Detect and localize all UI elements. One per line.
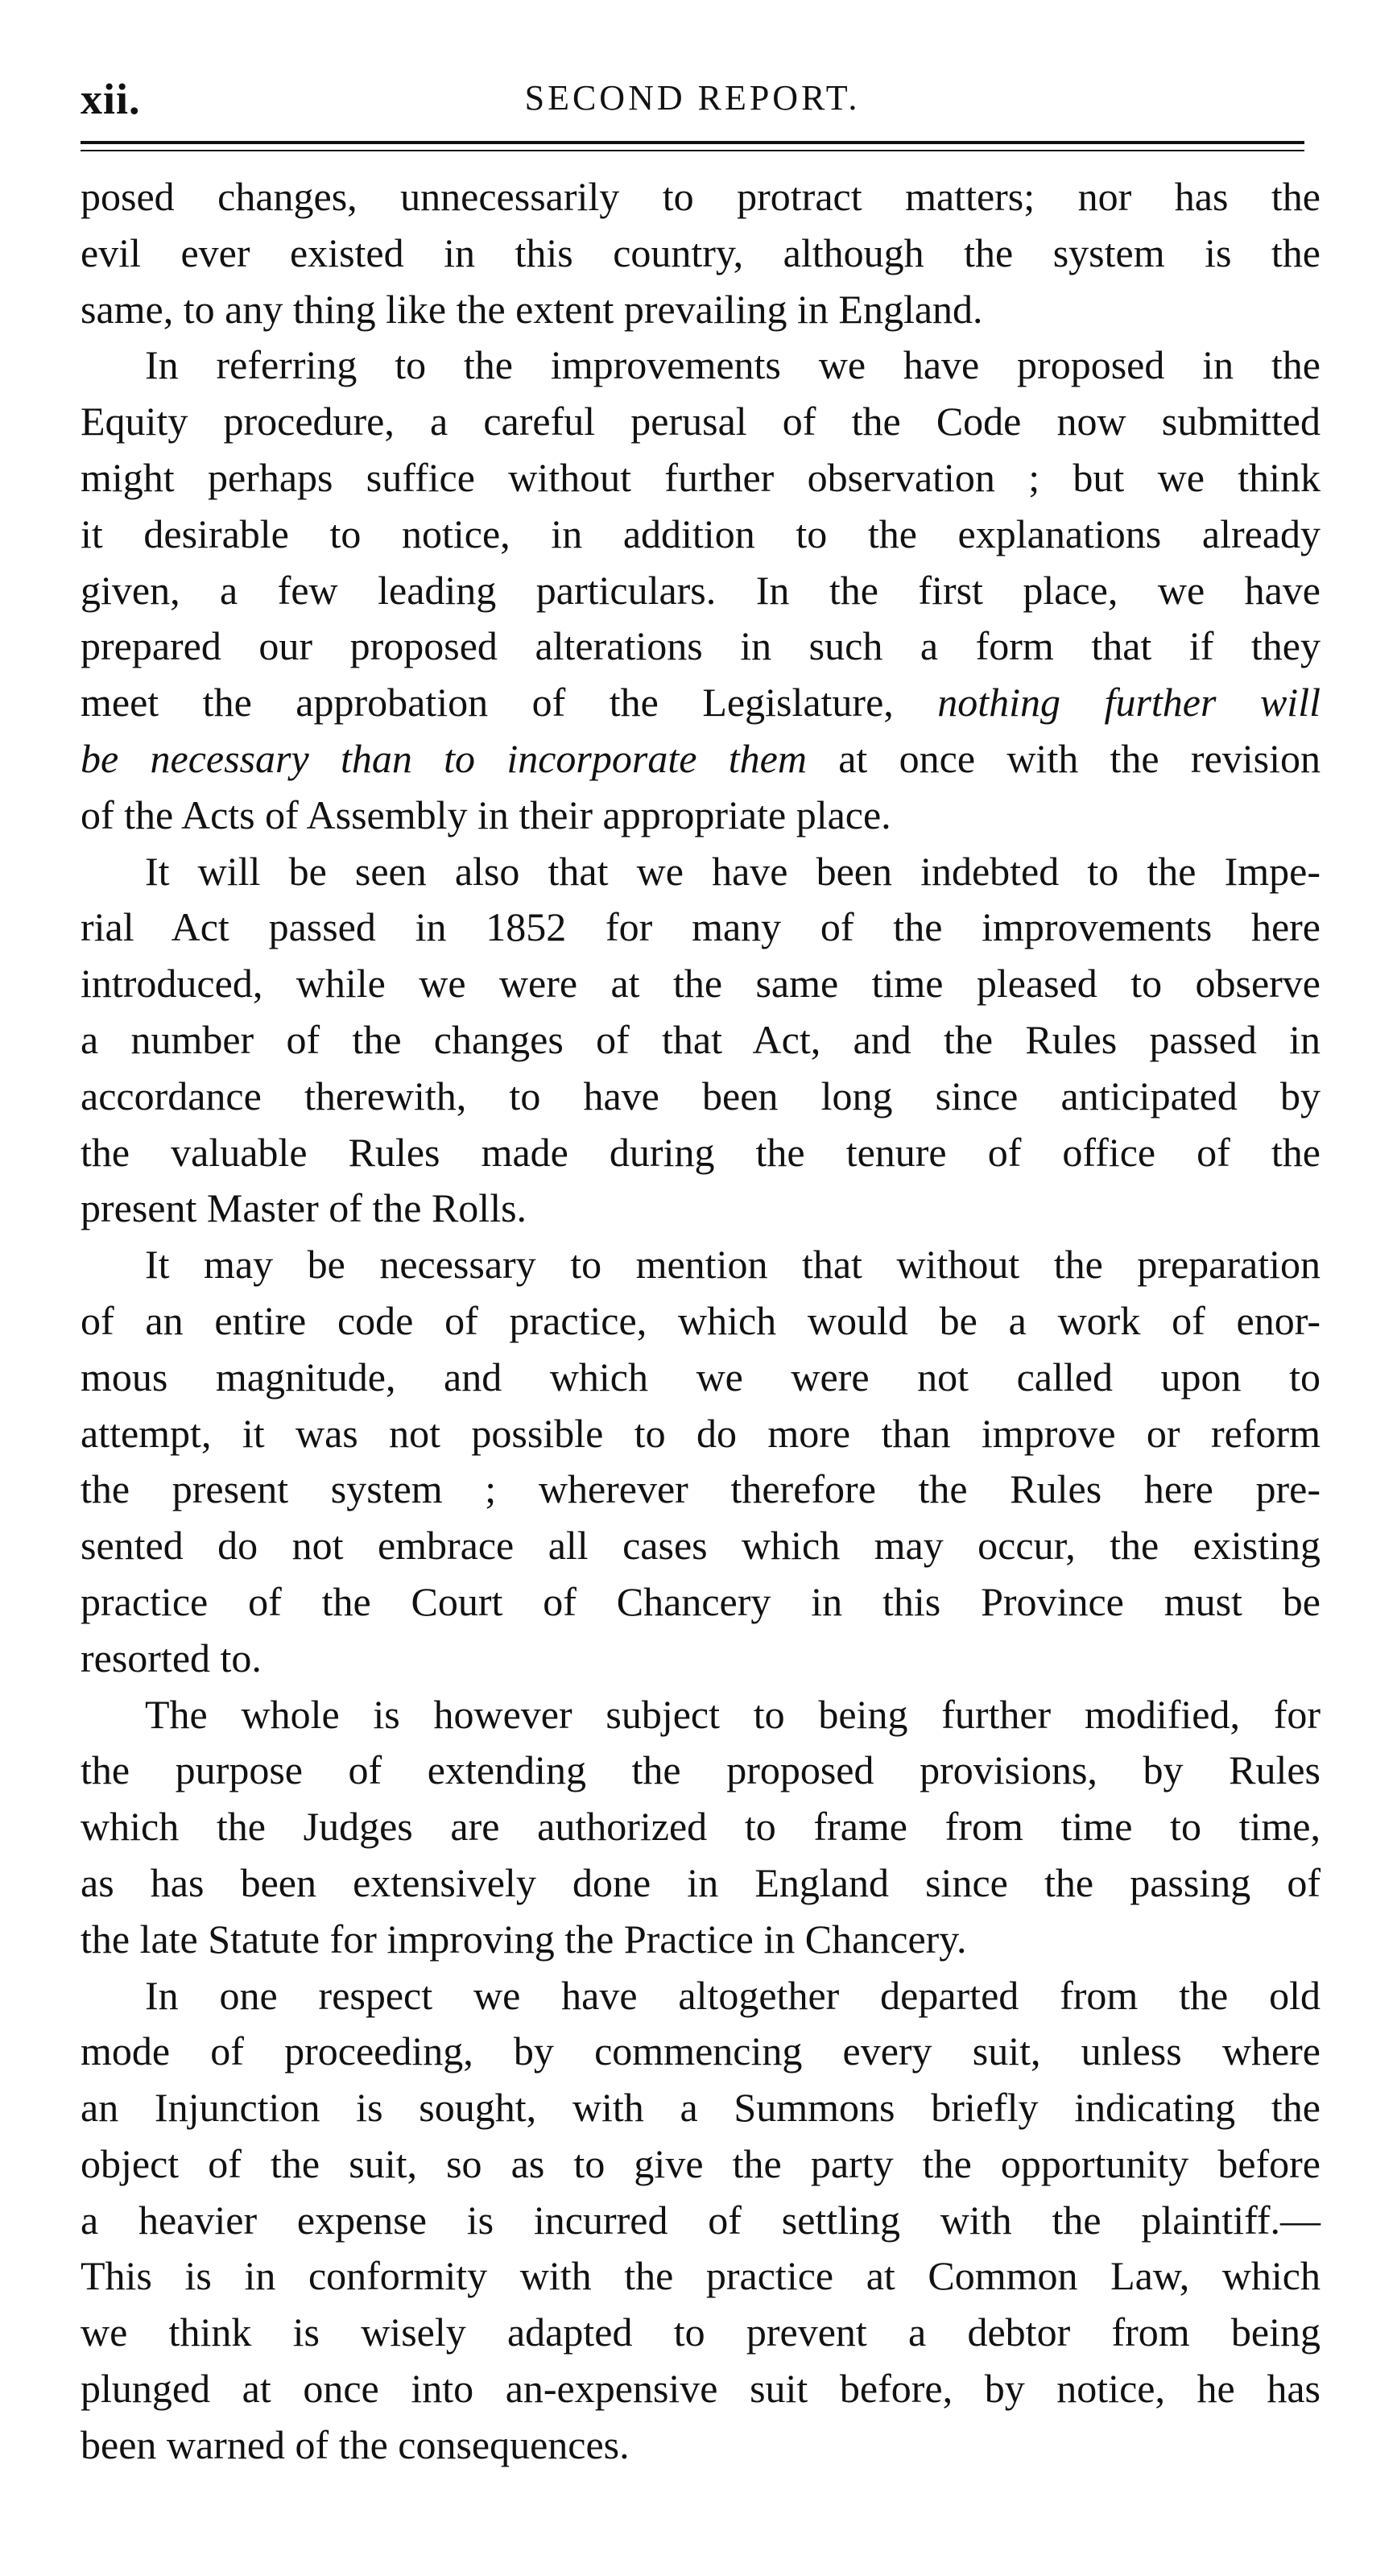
text-line: It may be necessary to mention that without the preparation <box>145 1242 1321 1288</box>
text-line: of an entire code of practice, which would be a work of enor- <box>81 1297 1321 1343</box>
text-line: Equity procedure, a careful perusal of the Code now submitted <box>81 399 1321 444</box>
text-line: attempt, it was not possible to do more than improve or reform <box>81 1410 1321 1456</box>
text-line-mixed <box>81 731 1321 788</box>
text-line: the purpose of extending the proposed provisions, by Rules <box>81 1747 1321 1793</box>
text-line: sented do not embrace all cases which may occur, the existing <box>81 1523 1321 1569</box>
text-line: the valuable Rules made during the tenure of office of the <box>81 1129 1321 1175</box>
text-line: we think is wisely adapted to prevent a debtor from being <box>81 2309 1321 2355</box>
text-line: plunged at once into an-expensive suit before, by notice, he has <box>81 2366 1321 2412</box>
text-line: practice of the Court of Chancery in this Province must be <box>81 1578 1321 1624</box>
text-line: it desirable to notice, in addition to the explanations already <box>81 511 1321 556</box>
text-line: the late Statute for improving the Practice in Chancery. <box>81 1916 967 1962</box>
italic-emphasis: be necessary than to incorporate them <box>81 735 807 781</box>
text-line: might perhaps suffice without further observation ; but we think <box>81 454 1321 500</box>
text-line: This is in conformity with the practice at Common Law, which <box>81 2253 1321 2299</box>
paragraph <box>81 1968 1321 2474</box>
running-title: SECOND REPORT. <box>524 78 861 118</box>
text-line: The whole is however subject to being further modified, for <box>145 1691 1321 1737</box>
text-line: mous magnitude, and which we were not called upon to <box>81 1354 1321 1400</box>
text-line: object of the suit, so as to give the party the opportunity before <box>81 2140 1321 2186</box>
text-line: accordance therewith, to have been long since anticipated by <box>81 1073 1321 1118</box>
text-line: In one respect we have altogether departed from the old <box>145 1972 1321 2018</box>
text-line: given, a few leading particulars. In the first place, we have <box>81 567 1321 613</box>
text-line: present Master of the Rolls. <box>81 1185 527 1231</box>
text-line-mixed <box>81 675 1321 731</box>
text-line: been warned of the consequences. <box>81 2421 630 2467</box>
header-rule-thin <box>81 150 1304 151</box>
page-number: xii. <box>81 75 141 123</box>
header-rule-thick <box>81 141 1304 144</box>
text-line: rial Act passed in 1852 for many of the improvements here <box>81 904 1321 950</box>
text-line: evil ever existed in this country, although the system is the <box>81 229 1321 275</box>
text-line: introduced, while we were at the same time pleased to observe <box>81 961 1321 1007</box>
paragraph <box>81 844 1321 1238</box>
text-segment: meet the approbation of the Legislature, <box>81 680 938 726</box>
text-segment: at once with the revision <box>806 735 1321 781</box>
text-line: mode of proceeding, by commencing every suit, unless where <box>81 2028 1321 2074</box>
text-line: resorted to. <box>81 1635 262 1681</box>
text-line: the present system ; wherever therefore the Rules here pre- <box>81 1466 1321 1512</box>
text-line: posed changes, unnecessarily to protract matters; nor has the <box>81 174 1321 219</box>
paragraph <box>81 169 1321 337</box>
text-line: as has been extensively done in England since the passing of <box>81 1859 1321 1905</box>
paragraph <box>81 1237 1321 1686</box>
text-line: a heavier expense is incurred of settling with the plaintiff.— <box>81 2197 1321 2243</box>
paragraph <box>81 337 1321 843</box>
text-line: It will be seen also that we have been indebted to the Impe- <box>145 848 1321 894</box>
text-line: same, to any thing like the extent prevailing in England. <box>81 286 983 332</box>
text-line: prepared our proposed alterations in such a form that if they <box>81 623 1321 669</box>
text-line: which the Judges are authorized to frame from time to time, <box>81 1804 1321 1850</box>
text-line: a number of the changes of that Act, and the Rules passed in <box>81 1016 1321 1062</box>
italic-emphasis: nothing further will <box>937 680 1321 726</box>
body-text <box>81 169 1321 2474</box>
text-line: In referring to the improvements we have proposed in the <box>145 342 1321 388</box>
text-line: of the Acts of Assembly in their appropriate place. <box>81 792 891 837</box>
paragraph <box>81 1687 1321 1968</box>
text-line: an Injunction is sought, with a Summons briefly indicating the <box>81 2085 1321 2131</box>
running-head <box>81 74 1304 130</box>
